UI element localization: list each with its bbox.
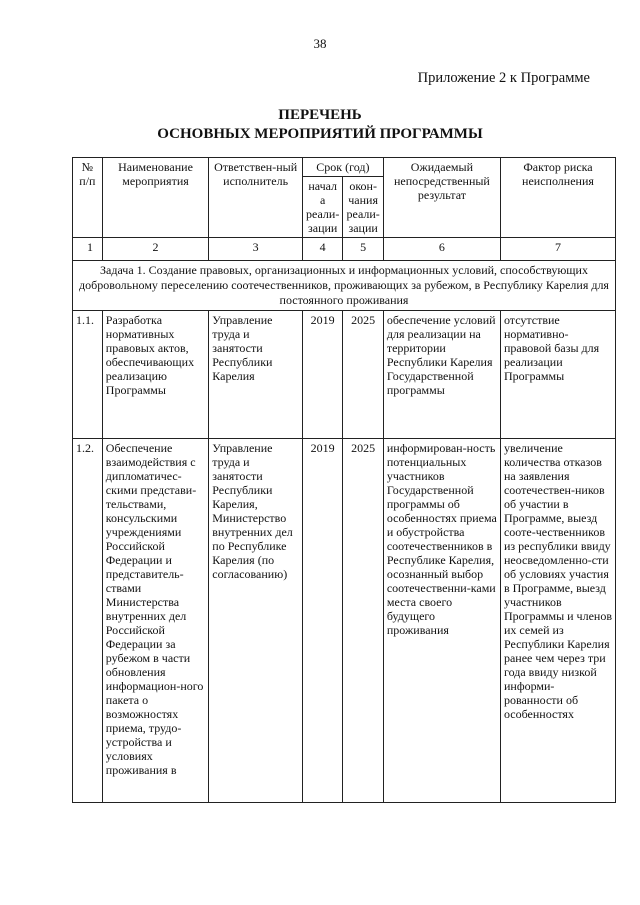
title-line-2: ОСНОВНЫХ МЕРОПРИЯТИЙ ПРОГРАММЫ [157, 126, 483, 142]
row-responsible: Управление труда и занятости Республики Карелия, Министерство внутренних дел по Республике Карелия (по согласованию) [209, 439, 303, 803]
row-risk: увеличение количества отказов на заявления соотечествен-ников об участии в Программе, выезд сооте-чественников из республики ввиду неосведомленно-сти об условиях участия в Программе, выезд участников Программы и членов их семей из Республики Карелия ранее чем через три года ввиду низкой информи-рованности об особенностях [500, 439, 615, 803]
header-term: Срок (год) [302, 158, 383, 177]
row-responsible: Управление труда и занятости Республики Карелия [209, 311, 303, 439]
row-result: обеспечение условий для реализации на территории Республики Карелия Государственной программы [383, 311, 500, 439]
measures-table [72, 157, 616, 803]
row-name: Разработка нормативных правовых актов, обеспечивающих реализацию Программы [102, 311, 208, 439]
column-number: 4 [302, 238, 342, 261]
header-start: начала реали-зации [302, 177, 342, 238]
row-start: 2019 [302, 439, 342, 803]
page-number: 38 [313, 36, 327, 51]
header-num: № п/п [73, 158, 103, 238]
row-start: 2019 [302, 311, 342, 439]
row-code: 1.1. [73, 311, 103, 439]
row-end: 2025 [343, 311, 383, 439]
task-row [73, 261, 616, 311]
column-number: 6 [383, 238, 500, 261]
table-row [73, 439, 616, 803]
task-text: Задача 1. Создание правовых, организационных и информационных условий, способствующих добровольному переселению соотечественников, проживающих за рубежом, в Республику Карелия для постоянного проживания [73, 261, 616, 311]
table-row [73, 311, 616, 439]
document-title [0, 106, 640, 144]
row-end: 2025 [343, 439, 383, 803]
row-result: информирован-ность потенциальных участников Государственной программы об особенностях приема и обустройства соотечественников в Республике Карелия, осознанный выбор соотечественни-ками места своего будущего проживания [383, 439, 500, 803]
column-number: 1 [73, 238, 103, 261]
row-code: 1.2. [73, 439, 103, 803]
row-name: Обеспечение взаимодействия с дипломатичес-скими представи-тельствами, консульскими учреждениями Российской Федерации и представитель-ствами Министерства внутренних дел Российской Федерации за рубежом в части обновления информацион-ного пакета о возможностях приема, трудо-устройства и условиях проживания в [102, 439, 208, 803]
header-risk: Фактор риска неисполнения [500, 158, 615, 238]
title-line-1: ПЕРЕЧЕНЬ [278, 107, 362, 123]
header-responsible: Ответствен-ный исполнитель [209, 158, 303, 238]
header-result: Ожидаемый непосредственный результат [383, 158, 500, 238]
column-number: 2 [102, 238, 208, 261]
row-risk: отсутствие нормативно-правовой базы для реализации Программы [500, 311, 615, 439]
column-number: 7 [500, 238, 615, 261]
appendix-label: Приложение 2 к Программе [417, 70, 590, 86]
column-number: 3 [209, 238, 303, 261]
column-number: 5 [343, 238, 383, 261]
header-name: Наименование мероприятия [102, 158, 208, 238]
column-number-row [73, 238, 616, 261]
header-end: окон-чания реали-зации [343, 177, 383, 238]
